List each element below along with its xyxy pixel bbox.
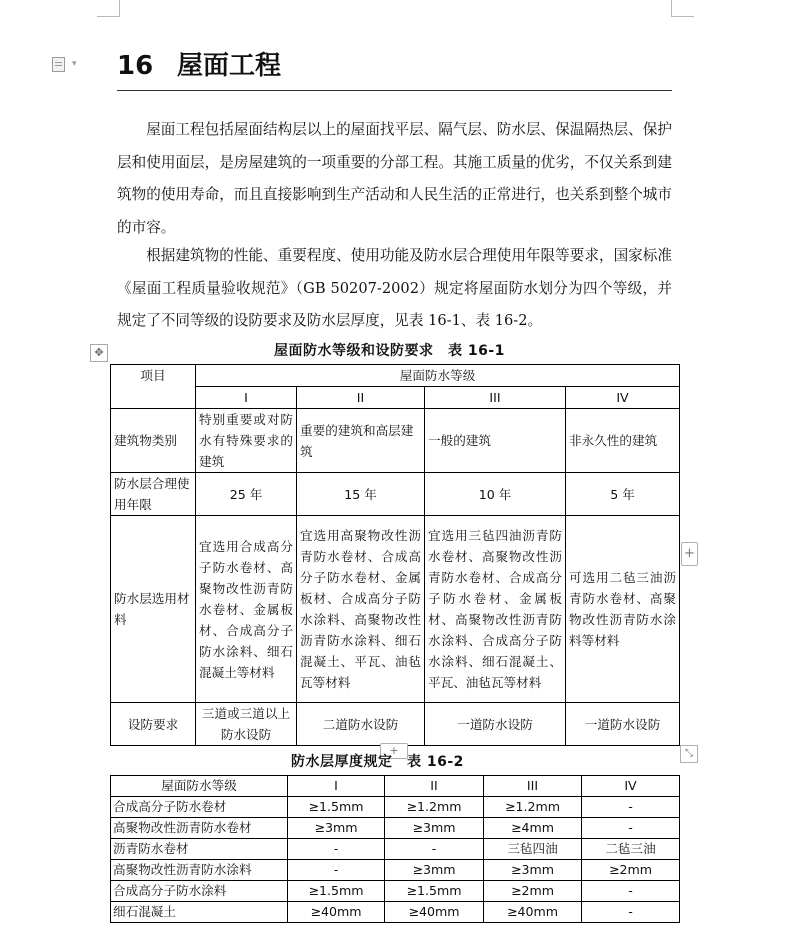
table-cell: ≥3mm <box>288 818 385 839</box>
table-row <box>111 881 680 902</box>
row-label: 合成高分子防水涂料 <box>111 881 288 902</box>
table-cell: 特别重要或对防水有特殊要求的建筑 <box>196 409 297 473</box>
table-cell: ≥1.2mm <box>385 797 484 818</box>
add-row-plus-icon[interactable]: + <box>380 743 408 759</box>
intro-paragraph-1: 屋面工程包括屋面结构层以上的屋面找平层、隔气层、防水层、保温隔热层、保护层和使用面层，是房屋建筑的一项重要的分部工程。其施工质量的优劣，不仅关系到建筑物的使用寿命，而且直接影响到生产活动和人民生活的正常进行，也关系到整个城市的市容。 <box>117 121 672 236</box>
row-label: 设防要求 <box>111 703 196 746</box>
header-item: 项目 <box>111 365 196 409</box>
table-cell: 非永久性的建筑 <box>566 409 680 473</box>
table-cell: 三毡四油 <box>484 839 582 860</box>
header-cell: III <box>484 776 582 797</box>
table-row <box>111 818 680 839</box>
chapter-title: 屋面工程 <box>177 51 282 81</box>
table-row <box>111 516 680 703</box>
table-cell: ≥4mm <box>484 818 582 839</box>
table-cell: 可选用二毡三油沥青防水卷材、高聚物改性沥青防水涂料等材料 <box>566 516 680 703</box>
header-level-3: III <box>425 387 566 409</box>
table-cell: 25 年 <box>196 473 297 516</box>
row-label: 高聚物改性沥青防水卷材 <box>111 818 288 839</box>
table-cell: - <box>582 797 680 818</box>
table-cell: 15 年 <box>297 473 425 516</box>
table-row <box>111 797 680 818</box>
table-cell: ≥40mm <box>385 902 484 923</box>
table-cell: 5 年 <box>566 473 680 516</box>
table-cell: 重要的建筑和高层建筑 <box>297 409 425 473</box>
table-cell: - <box>582 902 680 923</box>
table-cell: 一道防水设防 <box>425 703 566 746</box>
header-level-group: 屋面防水等级 <box>196 365 680 387</box>
table-cell: ≥2mm <box>582 860 680 881</box>
table-cell: - <box>385 839 484 860</box>
table-cell: 二道防水设防 <box>297 703 425 746</box>
row-label: 沥青防水卷材 <box>111 839 288 860</box>
table-row <box>111 409 680 473</box>
table2-caption: 防水层厚度规定 表 16-2 <box>291 754 464 770</box>
add-column-plus-icon[interactable]: + <box>681 542 698 566</box>
table-cell: ≥1.5mm <box>288 797 385 818</box>
table-cell: - <box>582 818 680 839</box>
table-cell: - <box>288 839 385 860</box>
table-row <box>111 902 680 923</box>
table-cell: ≥3mm <box>385 818 484 839</box>
table-cell: 二毡三油 <box>582 839 680 860</box>
row-label: 建筑物类别 <box>111 409 196 473</box>
row-label: 高聚物改性沥青防水涂料 <box>111 860 288 881</box>
chevron-down-icon[interactable]: ▾ <box>72 59 77 69</box>
table-cell: 一般的建筑 <box>425 409 566 473</box>
table-cell: ≥40mm <box>484 902 582 923</box>
header-level-4: IV <box>566 387 680 409</box>
table-cell: ≥1.5mm <box>288 881 385 902</box>
table-cell: 宜选用合成高分子防水卷材、高聚物改性沥青防水卷材、金属板材、合成高分子防水涂料、细石混凝土等材料 <box>196 516 297 703</box>
table-cell: 宜选用三毡四油沥青防水卷材、高聚物改性沥青防水卷材、合成高分子防水卷材、金属板材、高聚物改性沥青防水涂料、合成高分子防水涂料、细石混凝土、平瓦、油毡瓦等材料 <box>425 516 566 703</box>
table-cell: ≥3mm <box>484 860 582 881</box>
table-row <box>111 860 680 881</box>
page-corner-top-right <box>671 0 694 17</box>
row-label: 防水层选用材料 <box>111 516 196 703</box>
table-cell: - <box>582 881 680 902</box>
row-label: 细石混凝土 <box>111 902 288 923</box>
waterproof-level-table <box>110 364 680 746</box>
table-header-row <box>111 776 680 797</box>
resize-handle-icon[interactable]: ⤡ <box>680 745 698 763</box>
table-row <box>111 473 680 516</box>
chapter-number: 16 <box>117 51 154 81</box>
table-row <box>111 839 680 860</box>
table-cell: ≥1.2mm <box>484 797 582 818</box>
intro-paragraph-2: 根据建筑物的性能、重要程度、使用功能及防水层合理使用年限等要求，国家标准《屋面工程质量验收规范》（GB 50207-2002）规定将屋面防水划分为四个等级，并规定了不同等级的设防要求及防水层厚度，见表 16-1、表 16-2。 <box>117 247 672 329</box>
table-cell: ≥2mm <box>484 881 582 902</box>
thickness-table <box>110 775 680 923</box>
table-cell: ≥40mm <box>288 902 385 923</box>
table-cell: ≥1.5mm <box>385 881 484 902</box>
table1-caption: 屋面防水等级和设防要求 表 16-1 <box>274 343 505 359</box>
table-cell: 三道或三道以上防水设防 <box>196 703 297 746</box>
header-cell: IV <box>582 776 680 797</box>
header-cell: II <box>385 776 484 797</box>
header-level-2: II <box>297 387 425 409</box>
table-cell: - <box>288 860 385 881</box>
table-row <box>111 703 680 746</box>
header-cell: 屋面防水等级 <box>111 776 288 797</box>
header-level-1: I <box>196 387 297 409</box>
chapter-heading <box>117 46 672 91</box>
header-cell: I <box>288 776 385 797</box>
document-icon[interactable] <box>52 57 65 72</box>
row-label: 防水层合理使用年限 <box>111 473 196 516</box>
move-handle-icon[interactable]: ✥ <box>90 344 108 362</box>
table-cell: 宜选用高聚物改性沥青防水卷材、合成高分子防水卷材、金属板材、合成高分子防水涂料、高聚物改性沥青防水涂料、细石混凝土、平瓦、油毡瓦等材料 <box>297 516 425 703</box>
row-label: 合成高分子防水卷材 <box>111 797 288 818</box>
page-corner-top-left <box>97 0 120 17</box>
table-cell: ≥3mm <box>385 860 484 881</box>
table-cell: 一道防水设防 <box>566 703 680 746</box>
table-cell: 10 年 <box>425 473 566 516</box>
